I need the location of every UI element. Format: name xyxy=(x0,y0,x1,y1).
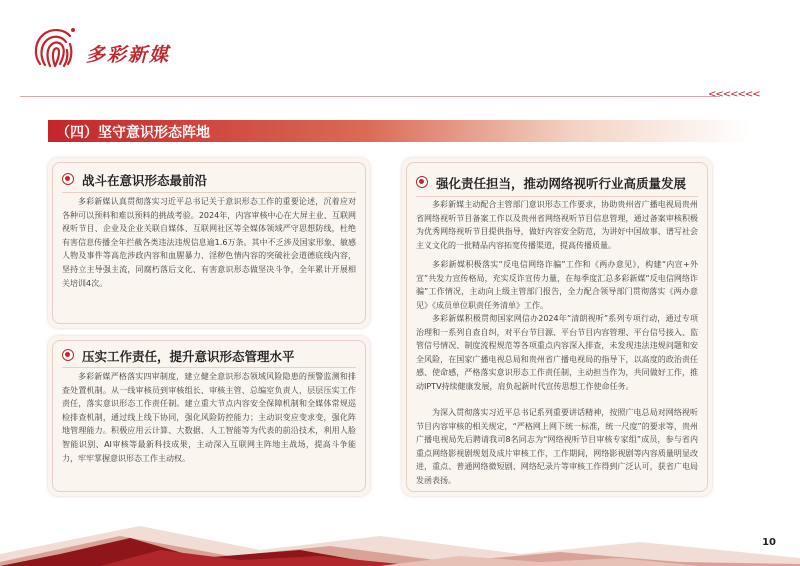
header-divider xyxy=(20,96,720,97)
chevron-decoration: <<<<<<< xyxy=(708,89,760,100)
card-paragraph: 多彩新媒积极贯彻国家网信办2024年“清朗视听”系列专项行动，通过专项治理和一系列自查自纠，对平台节目源、平台节目内容管理、平台信号接入、监管信号情况、制度流程规范等各项重点内容深入排查，未发现违法违规问题和安全风险，在国家广播电视总局和贵州省广播电视局的指导下，以高度的政治责任感、使命感，严格落实意识形态工作责任制，主动担当作为，共同做好工作，推动IPTV持续健康发展，肩负起新时代宣传思想工作使命任务。 xyxy=(416,314,698,391)
card-network-audiovisual xyxy=(402,158,712,496)
target-bullet-icon xyxy=(62,349,74,361)
section-title: （四）坚守意识形态阵地 xyxy=(56,125,210,141)
page-number: 10 xyxy=(762,537,776,548)
fingerprint-logo-icon xyxy=(30,24,80,70)
card-divider xyxy=(416,196,698,197)
card-work-responsibility xyxy=(48,336,370,496)
card-title: 强化责任担当，推动网络视听行业高质量发展 xyxy=(436,176,687,191)
card-divider xyxy=(62,367,356,368)
card-paragraph: 多彩新媒积极落实“反电信网络诈骗”工作和《两办意见》，构建“内宣+外宣”共发力宣传格局，充实反诈宣传力量，在每季度汇总多彩新媒“反电信网络诈骗”工作情况，主动向上级主管部门报告，全力配合领导部门贯彻落实《两办意见》《成员单位职责任务清单》工作。 xyxy=(416,260,698,310)
card-paragraph: 多彩新媒主动配合主管部门意识形态工作要求，协助贵州省广播电视局贵州省网络视听节目备案工作以及贵州省网络视听节目信息管理，通过备案审核积极为优秀网络视听节目提供指导，做好内容安全防范，为讲好中国故事、谱写社会主义文化的一批精品内容拓宽传播渠道，提高传播质量。 xyxy=(416,200,698,250)
bottom-mountain-decoration xyxy=(0,506,800,566)
target-bullet-icon xyxy=(62,173,74,185)
card-title: 压实工作责任，提升意识形态管理水平 xyxy=(82,349,295,364)
card-divider xyxy=(62,192,356,193)
card-body: 多彩新媒严格落实四审制度，建立健全意识形态领域风险隐患的预警监测和排查处置机制。从一线审核员到审核组长、审核主管、总编室负责人，层层压实工作责任，落实意识形态工作责任制。建立重大节点内容安全保障机制和全媒体常规巡检排查机制，通过线上线下协同，强化风险防控能力；主动识变应变求变，强化阵地管理能力。积极应用云计算、大数据、人工智能等为代表的前沿技术，利用人脸智能识别、AI审核等最新科技成果，主动深入互联网主阵地主战场，提高斗争能力，牢牢掌握意识形态工作主动权。 xyxy=(62,372,356,463)
card-ideology-frontline xyxy=(48,158,370,328)
card-body: 多彩新媒认真贯彻落实习近平总书记关于意识形态工作的重要论述，沉着应对各种可以预料和难以预料的挑战考验。2024年，内容审核中心在大屏主业、互联网视听节目、企业及企业关联自媒体、互联网社区等全媒体领域严守思想防线，杜绝有害信息传播全年拦截各类违法违规信息逾1.6万条。其中不乏涉及国家形象、敏感人物及事件等高危涉政内容和血腥暴力、淫秽色情内容的突破社会道德底线内容，坚持立主导强主流，同腐朽落后文化、有害意识形态做坚决斗争，全年累计开展相关培训4次。 xyxy=(62,197,356,288)
section-heading-bar xyxy=(48,120,750,142)
target-bullet-icon xyxy=(416,176,428,188)
card-title: 战斗在意识形态最前沿 xyxy=(82,173,208,188)
brand-name: 多彩新媒 xyxy=(86,44,171,66)
card-paragraph: 为深入贯彻落实习近平总书记系列重要讲话精神，按照广电总局对网络视听节目内容审核的相关规定，“严格网上网下统一标准，统一尺度”的要求等，贵州广播电视局先后聘请我司8名同志为“网络视听节目审核专家组”成员，参与省内重点网络影视剧规划及成片审核工作，工作期间，网络影视剧等内容质量明显改进，重点、普通网络微短剧、网络纪录片等审核工作得到广泛认可，获省广电局发函表扬。 xyxy=(416,408,698,485)
